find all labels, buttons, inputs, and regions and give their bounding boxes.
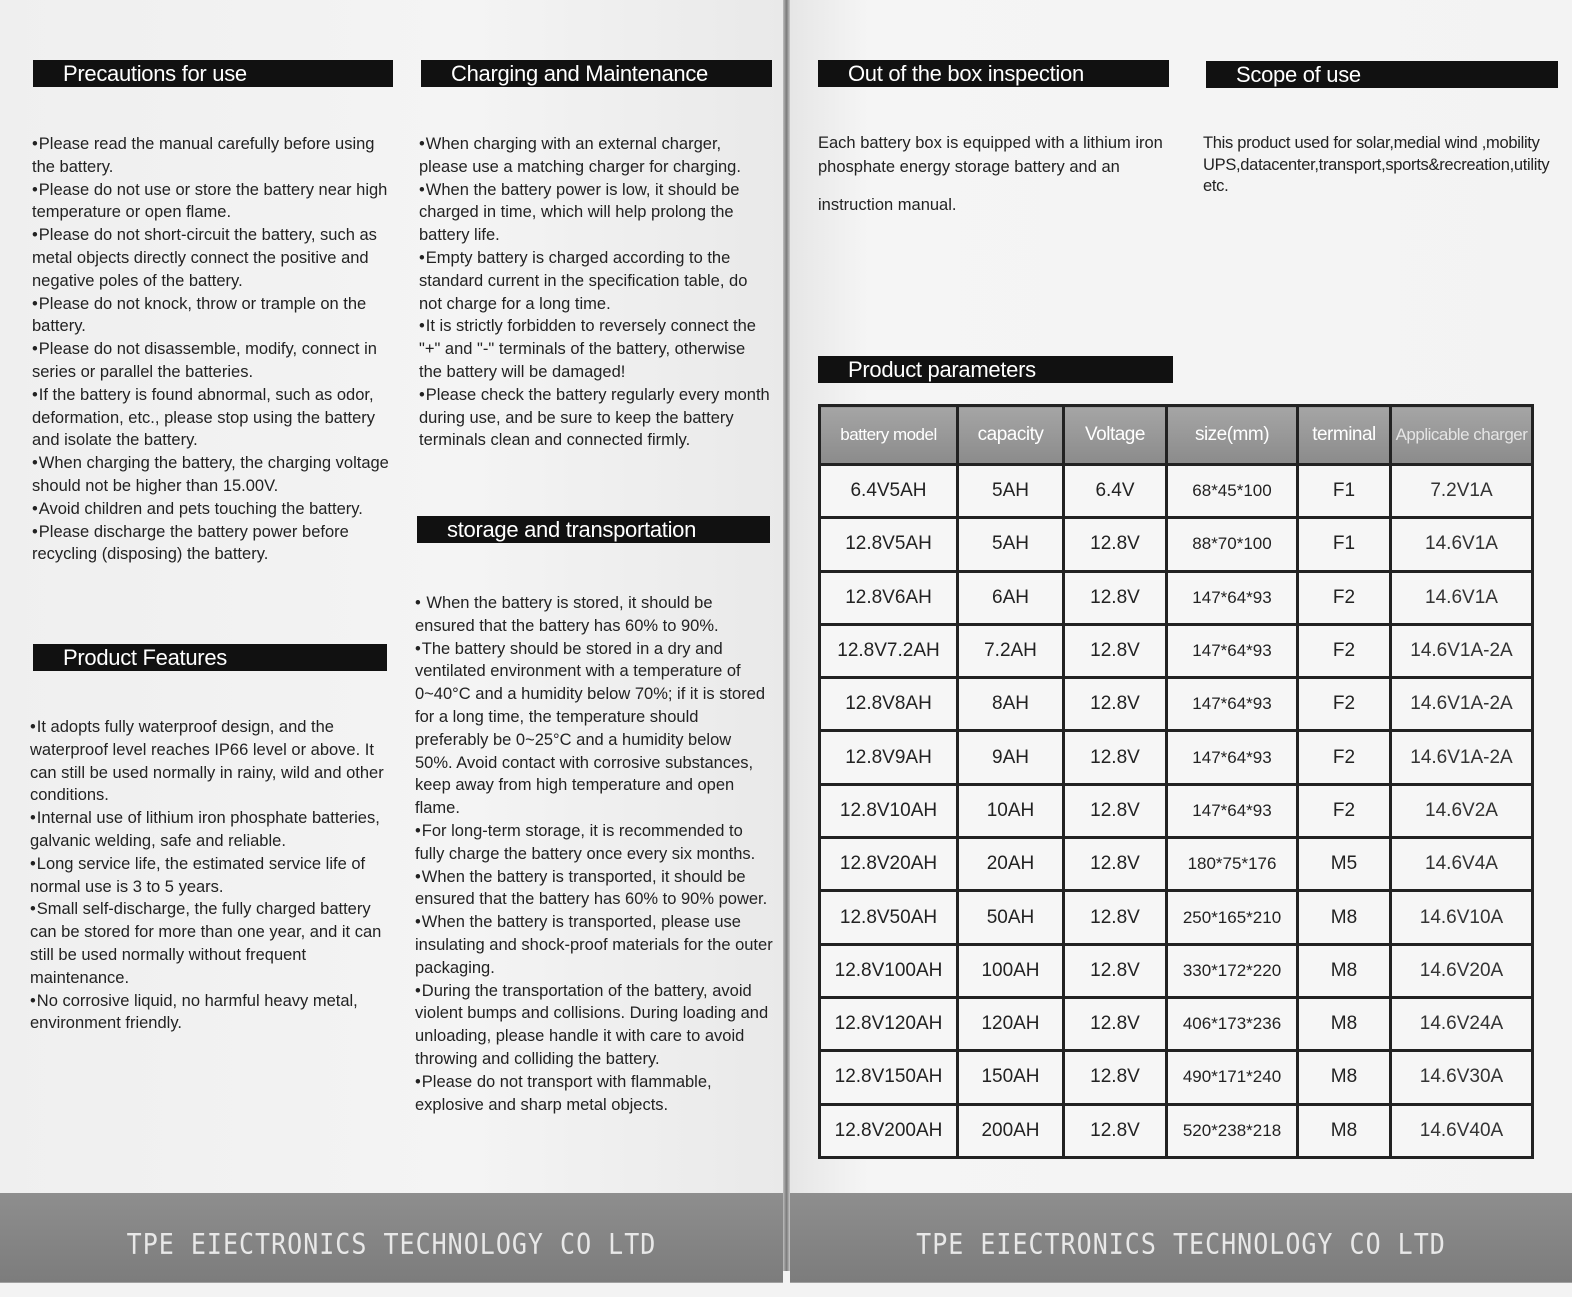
cell-terminal: M8 [1298,997,1391,1050]
cell-size: 88*70*100 [1167,518,1298,571]
table-row [820,891,1533,944]
cell-capacity: 150AH [958,1051,1064,1104]
inspection-line: Each battery box is equipped with a lithium iron phosphate energy storage battery and an [818,134,1163,176]
cell-voltage: 12.8V [1064,1051,1167,1104]
cell-battery-model: 12.8V20AH [820,838,958,891]
charging-item: • When the battery power is low, it should be charged in time, which will help prolong the battery life. [419,179,771,247]
cell-charger: 14.6V1A-2A [1391,624,1533,677]
cell-terminal: M8 [1298,1104,1391,1157]
cell-capacity: 100AH [958,944,1064,997]
cell-battery-model: 12.8V9AH [820,731,958,784]
charging-heading: Charging and Maintenance [421,60,772,87]
cell-capacity: 50AH [958,891,1064,944]
cell-size: 147*64*93 [1167,731,1298,784]
cell-capacity: 20AH [958,838,1064,891]
cell-terminal: F2 [1298,784,1391,837]
charging-list [419,133,771,452]
book-spine [783,0,790,1271]
col-terminal: terminal [1298,406,1391,465]
cell-terminal: F1 [1298,465,1391,518]
table-row [820,997,1533,1050]
cell-size: 147*64*93 [1167,571,1298,624]
cell-terminal: F2 [1298,571,1391,624]
cell-capacity: 9AH [958,731,1064,784]
cell-charger: 14.6V2A [1391,784,1533,837]
cell-size: 147*64*93 [1167,678,1298,731]
cell-charger: 14.6V40A [1391,1104,1533,1157]
precaution-item: • Please do not disassemble, modify, connect in series or parallel the batteries. [32,338,394,384]
cell-battery-model: 12.8V6AH [820,571,958,624]
cell-capacity: 5AH [958,518,1064,571]
charging-item: • Empty battery is charged according to the standard current in the specification table, do not charge for a long time. [419,247,771,315]
storage-item: • When the battery is stored, it should be ensured that the battery has 60% to 90%. [415,592,773,638]
col-voltage: Voltage [1064,406,1167,465]
cell-battery-model: 12.8V10AH [820,784,958,837]
cell-battery-model: 12.8V100AH [820,944,958,997]
cell-capacity: 7.2AH [958,624,1064,677]
cell-battery-model: 12.8V120AH [820,997,958,1050]
col-size: size(mm) [1167,406,1298,465]
charging-item: • It is strictly forbidden to reversely connect the "+" and "-" terminals of the battery, otherwise the battery will be damaged! [419,315,771,383]
storage-item: • During the transportation of the battery, avoid violent bumps and collisions. During loading and unloading, please handle it with care to avoid throwing and colliding the battery. [415,980,773,1071]
cell-voltage: 12.8V [1064,731,1167,784]
cell-size: 147*64*93 [1167,624,1298,677]
precaution-item: • Please read the manual carefully before using the battery. [32,133,394,179]
cell-capacity: 10AH [958,784,1064,837]
cell-size: 490*171*240 [1167,1051,1298,1104]
storage-list [415,592,773,1116]
cell-terminal: M8 [1298,944,1391,997]
charging-item: • When charging with an external charger, please use a matching charger for charging. [419,133,771,179]
table-row [820,465,1533,518]
cell-charger: 14.6V1A [1391,571,1533,624]
cell-charger: 7.2V1A [1391,465,1533,518]
cell-size: 330*172*220 [1167,944,1298,997]
cell-battery-model: 12.8V50AH [820,891,958,944]
table-row [820,678,1533,731]
table-body [820,465,1533,1158]
cell-voltage: 6.4V [1064,465,1167,518]
cell-charger: 14.6V30A [1391,1051,1533,1104]
feature-item: • Long service life, the estimated service life of normal use is 3 to 5 years. [30,853,388,899]
cell-terminal: M8 [1298,891,1391,944]
table-header-row [820,406,1533,465]
cell-capacity: 200AH [958,1104,1064,1157]
cell-voltage: 12.8V [1064,571,1167,624]
col-capacity: capacity [958,406,1064,465]
cell-battery-model: 12.8V200AH [820,1104,958,1157]
precaution-item: • Please discharge the battery power before recycling (disposing) the battery. [32,521,394,567]
cell-battery-model: 12.8V150AH [820,1051,958,1104]
cell-charger: 14.6V4A [1391,838,1533,891]
cell-capacity: 5AH [958,465,1064,518]
right-footer-company: TPE EIECTRONICS TECHNOLOGY CO LTD [790,1193,1572,1283]
table-row [820,518,1533,571]
storage-heading: storage and transportation [417,516,770,543]
cell-size: 406*173*236 [1167,997,1298,1050]
cell-charger: 14.6V20A [1391,944,1533,997]
cell-terminal: F1 [1298,518,1391,571]
feature-item: • It adopts fully waterproof design, and the waterproof level reaches IP66 level or above. It can still be used normally in rainy, wild and other conditions. [30,716,388,807]
table-row [820,731,1533,784]
features-heading: Product Features [33,644,387,671]
cell-charger: 14.6V1A-2A [1391,678,1533,731]
cell-voltage: 12.8V [1064,624,1167,677]
cell-capacity: 120AH [958,997,1064,1050]
precaution-item: • If the battery is found abnormal, such as odor, deformation, etc., please stop using the battery and isolate the battery. [32,384,394,452]
cell-voltage: 12.8V [1064,997,1167,1050]
cell-charger: 14.6V24A [1391,997,1533,1050]
cell-size: 147*64*93 [1167,784,1298,837]
product-parameters-table [818,404,1534,1159]
cell-voltage: 12.8V [1064,518,1167,571]
precaution-item: • Please do not use or store the battery near high temperature or open flame. [32,179,394,225]
cell-capacity: 8AH [958,678,1064,731]
storage-item: • For long-term storage, it is recommended to fully charge the battery once every six months. [415,820,773,866]
cell-terminal: F2 [1298,624,1391,677]
cell-charger: 14.6V10A [1391,891,1533,944]
cell-voltage: 12.8V [1064,838,1167,891]
cell-charger: 14.6V1A-2A [1391,731,1533,784]
table-row [820,784,1533,837]
table-row [820,838,1533,891]
table-row [820,571,1533,624]
cell-terminal: F2 [1298,678,1391,731]
cell-capacity: 6AH [958,571,1064,624]
table-row [820,944,1533,997]
cell-voltage: 12.8V [1064,678,1167,731]
storage-item: • Please do not transport with flammable, explosive and sharp metal objects. [415,1071,773,1117]
charging-item: • Please check the battery regularly every month during use, and be sure to keep the battery terminals clean and connected firmly. [419,384,771,452]
cell-voltage: 12.8V [1064,944,1167,997]
inspection-line: instruction manual. [818,196,957,214]
cell-voltage: 12.8V [1064,784,1167,837]
col-battery-model: battery model [820,406,958,465]
table-row [820,624,1533,677]
col-applicable-charger: Applicable charger [1391,406,1533,465]
precaution-item: • Please do not short-circuit the battery, such as metal objects directly connect the positive and negative poles of the battery. [32,224,394,292]
cell-terminal: F2 [1298,731,1391,784]
inspection-text [818,131,1178,217]
precautions-heading: Precautions for use [33,60,393,87]
precaution-item: • Avoid children and pets touching the battery. [32,498,394,521]
params-heading: Product parameters [818,356,1173,383]
precaution-item: • Please do not knock, throw or trample on the battery. [32,293,394,339]
cell-battery-model: 12.8V7.2AH [820,624,958,677]
table-row [820,1051,1533,1104]
cell-battery-model: 12.8V8AH [820,678,958,731]
feature-item: • Internal use of lithium iron phosphate batteries, galvanic welding, safe and reliable. [30,807,388,853]
precaution-item: • When charging the battery, the charging voltage should not be higher than 15.00V. [32,452,394,498]
features-list [30,716,388,1035]
storage-item: • The battery should be stored in a dry and ventilated environment with a temperature of 0~40°C and a humidity below 70%; if it is stored for a long time, the temperature should preferably be 0~25°C and a humidity below 50%. Avoid contact with corrosive substances, keep away from high temperature and open flame. [415,638,773,820]
scope-heading: Scope of use [1206,61,1558,88]
cell-terminal: M8 [1298,1051,1391,1104]
inspection-heading: Out of the box inspection [818,60,1169,87]
precautions-list [32,133,394,566]
cell-terminal: M5 [1298,838,1391,891]
cell-voltage: 12.8V [1064,891,1167,944]
cell-size: 520*238*218 [1167,1104,1298,1157]
table-row [820,1104,1533,1157]
cell-battery-model: 6.4V5AH [820,465,958,518]
cell-charger: 14.6V1A [1391,518,1533,571]
cell-size: 68*45*100 [1167,465,1298,518]
cell-voltage: 12.8V [1064,1104,1167,1157]
storage-item: • When the battery is transported, please use insulating and shock-proof materials for the outer packaging. [415,911,773,979]
scope-text: This product used for solar,medial wind ,mobility UPS,datacenter,transport,sports&recreation,utility etc. [1203,134,1550,195]
cell-size: 250*165*210 [1167,891,1298,944]
cell-size: 180*75*176 [1167,838,1298,891]
feature-item: • No corrosive liquid, no harmful heavy metal, environment friendly. [30,990,388,1036]
cell-battery-model: 12.8V5AH [820,518,958,571]
storage-item: • When the battery is transported, it should be ensured that the battery has 60% to 90% power. [415,866,773,912]
feature-item: • Small self-discharge, the fully charged battery can be stored for more than one year, and it can still be used normally without frequent maintenance. [30,898,388,989]
left-footer-company: TPE EIECTRONICS TECHNOLOGY CO LTD [0,1193,783,1283]
